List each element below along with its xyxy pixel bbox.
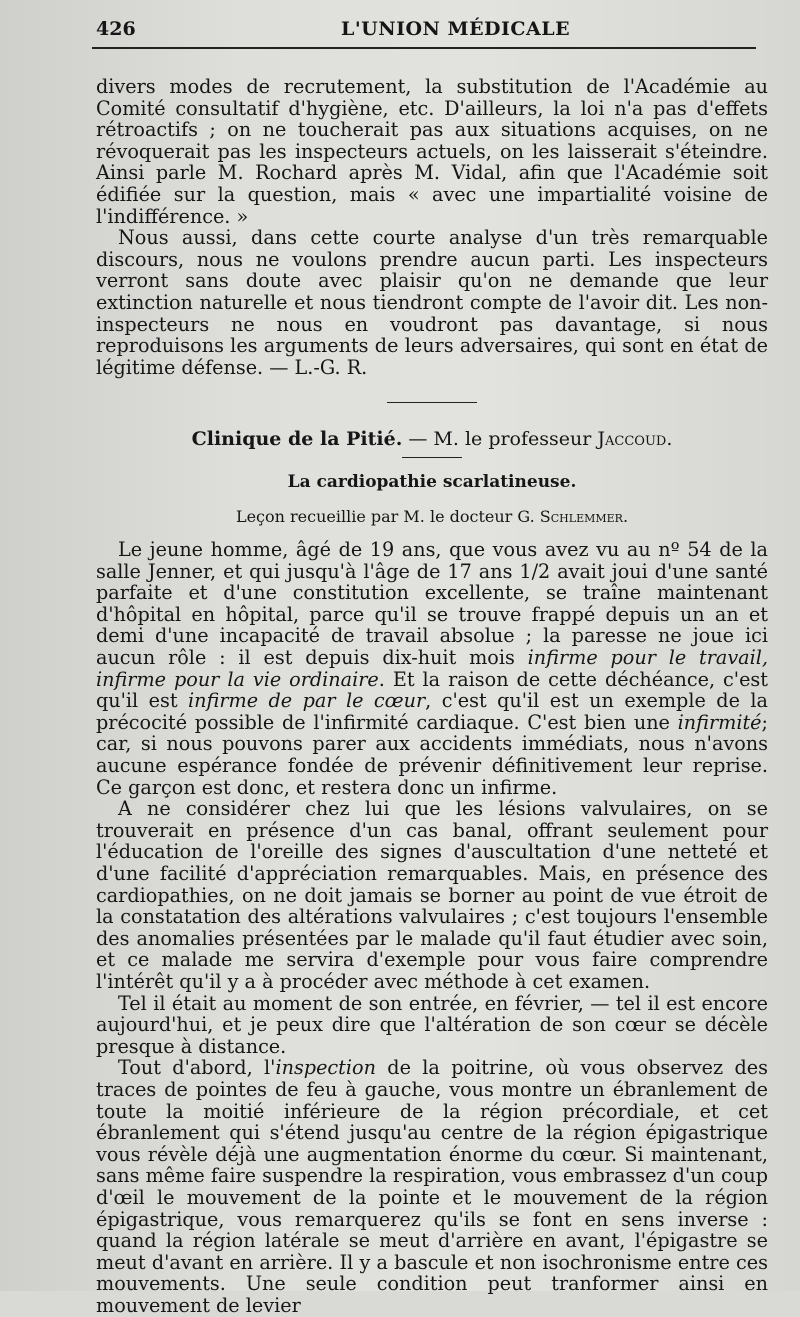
lesson-credit: [96, 506, 768, 528]
article-title: La cardiopathie scarlatineuse.: [287, 471, 577, 492]
body-text: [96, 76, 768, 1316]
p4-text-b: de la poitrine, où vous observez des traces de pointes de feu à gauche, vous montre un ébranlement de toute la moitié inférieure de la région précordiale, et cet ébranlement qui s'étend jusqu'au centre de la région épigastrique vous révèle déjà une augmentation énorme du cœur. Si maintenant, sans même faire suspendre la respiration, vous embrassez d'un coup d'œil le mouvement de la pointe et le mouvement de la région épigastrique, vous remarquerez qu'ils se font en sens inverse : quand la région latérale se meut d'arrière en avant, l'épigastre se meut d'avant en arrière. Il y a bascule et non isochronisme entre ces mouvements. Une seule condition peut tranformer ainsi en mouvement de levier: [96, 1056, 768, 1317]
article-paragraph-1: [96, 539, 768, 798]
p4-emphasis: inspection: [275, 1056, 376, 1080]
p1-text-b: . Et la raison de cette déchéance, c'est qu'il est: [96, 667, 768, 713]
p1-emphasis-2: infirme de par le cœur: [188, 689, 426, 713]
article-paragraph-4: [96, 1057, 768, 1316]
intro-paragraph-1: divers modes de recrutement, la substitution de l'Académie au Comité consultatif d'hygiène, etc. D'ailleurs, la loi n'a pas d'effets rétroactifs ; on ne toucherait pas aux situations acquises, on ne révoquerait pas les inspecteurs actuels, on les laisserait s'éteindre. Ainsi parle M. Rochard après M. Vidal, afin que l'Académie soit édifiée sur la question, mais « avec une impartialité voisine de l'indifférence. »: [96, 75, 768, 228]
section-divider: [387, 402, 477, 403]
lesson-author: Schlemmer: [539, 506, 623, 526]
clinic-dash: — M. le professeur: [402, 428, 598, 451]
p1-emphasis-3: infirmité: [677, 710, 762, 734]
p1-text-c: , c'est qu'il est un exemple de la précocité possible de l'infirmité cardiaque. C'est bien une: [96, 689, 768, 734]
lesson-end: .: [622, 506, 629, 526]
running-title: L'UNION MÉDICALE: [341, 18, 571, 40]
p1-text-a: Le jeune homme, âgé de 19 ans, que vous avez vu au nº 54 de la salle Jenner, et qui jusqu'à l'âge de 17 ans 1/2 avait joui d'une santé parfaite et d'une constitution excellente, se traîne maintenant d'hôpital en hôpital, parce qu'il se trouve frappé depuis un an et demi d'une incapacité de travail absolue ; la paresse ne joue ici aucun rôle : il est depuis dix-huit mois: [96, 538, 768, 670]
header-rule: [92, 47, 756, 49]
professor-name: Jaccoud: [597, 428, 667, 451]
article-paragraph-2: A ne considérer chez lui que les lésions valvulaires, on se trouverait en présence d'un cas banal, offrant seulement pour l'éducation de l'oreille des signes d'auscultation d'une netteté et d'une facilité d'appréciation remarquables. Mais, en présence des cardiopathies, on ne doit jamais se borner au point de vue étroit de la constatation des altérations valvulaires ; c'est toujours l'ensemble des anomalies présentées par le malade qu'il faut étudier avec soin, et ce malade me servira d'exemple pour vous faire comprendre l'intérêt qu'il y a à procéder avec méthode à cet examen.: [96, 797, 768, 993]
article-paragraph-3: Tel il était au moment de son entrée, en février, — tel il est encore aujourd'hui, et je peux dire que l'altération de son cœur se décèle presque à distance.: [96, 991, 768, 1058]
clinic-heading-end: .: [666, 428, 673, 451]
page-number: 426: [96, 18, 136, 40]
p1-emphasis-1: infirme pour le travail, infirme pour la vie ordinaire: [96, 646, 768, 691]
clinic-name: Clinique de la Pitié.: [191, 428, 403, 451]
clinic-heading: [96, 429, 768, 451]
p1-text-d: ; car, si nous pouvons parer aux accidents immédiats, nous n'avons aucune espérance fondée de prévenir définitivement leur reprise. Ce garçon est donc, et restera donc un infirme.: [96, 710, 768, 799]
intro-paragraph-2: Nous aussi, dans cette courte analyse d'un très remarquable discours, nous ne voulons prendre aucun parti. Les inspecteurs verront sans doute avec plaisir qu'on ne demande que leur extinction naturelle et nous tiendront compte de l'avoir dit. Les non-inspecteurs ne nous en voudront pas davantage, si nous reproduisons les arguments de leurs adversaires, qui sont en état de légitime défense. — L.-G. R.: [96, 226, 768, 379]
lesson-prefix: Leçon recueillie par M. le docteur G.: [235, 506, 540, 526]
page-header: [96, 14, 768, 46]
heading-rule: [402, 457, 462, 458]
p4-text-a: Tout d'abord, l': [118, 1056, 276, 1080]
